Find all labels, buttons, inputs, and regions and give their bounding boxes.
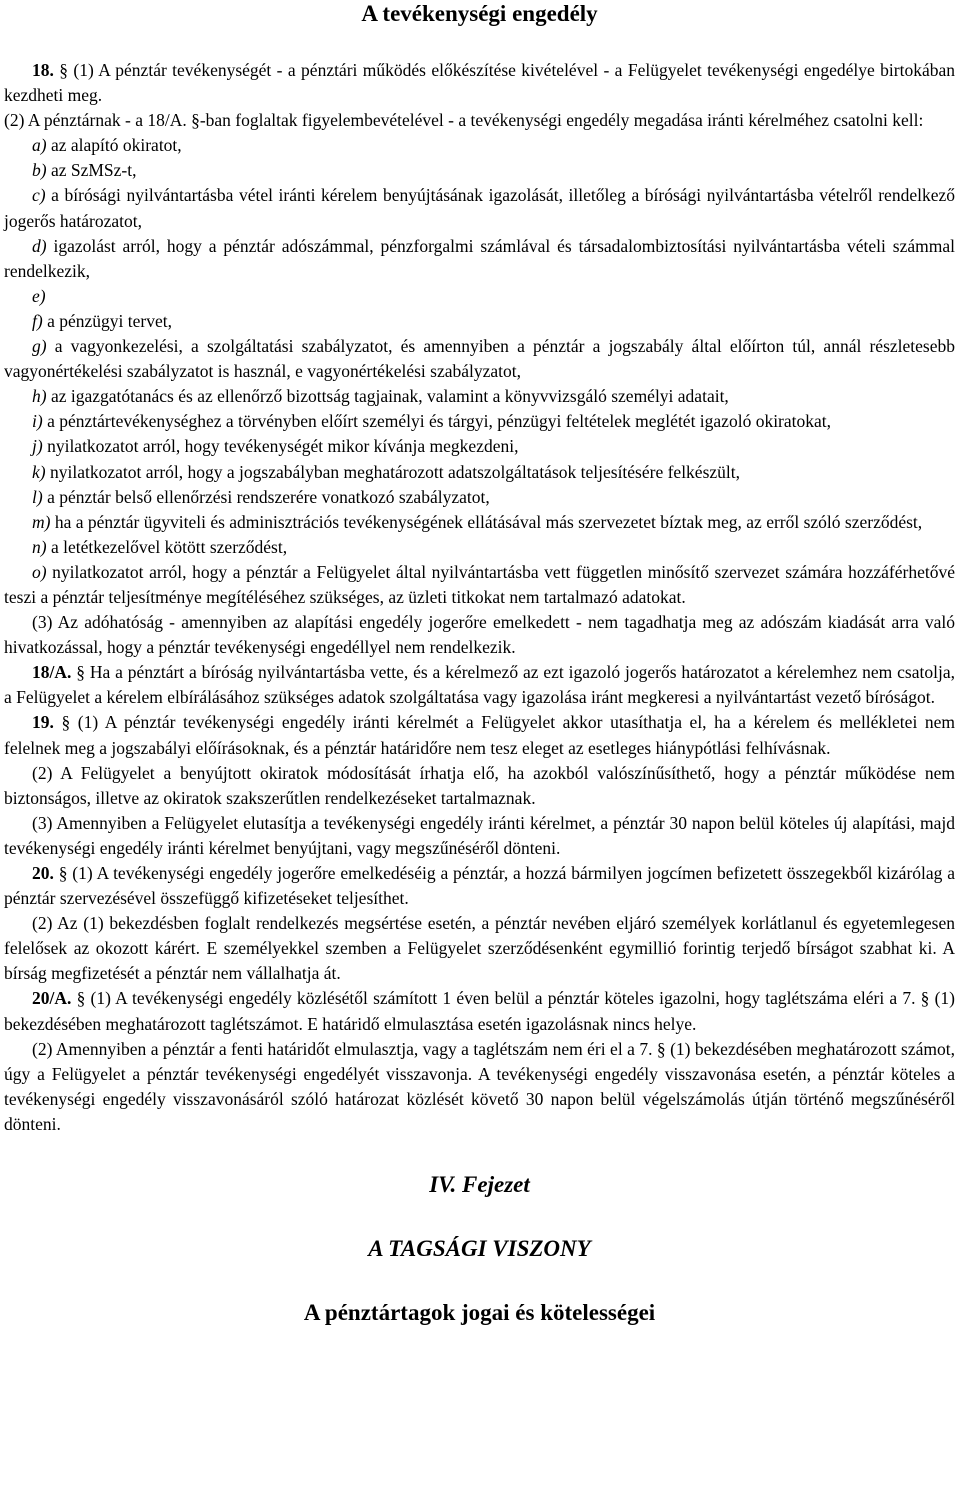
document-page [4, 0, 955, 1327]
section-18a-paragraph: 18/A. § Ha a pénztárt a bíróság nyilvántartásba vette, és a kérelmező az ezt igazoló jogerős határozatot a kérelemhez nem csatolja, a Felügyelet a kérelem elbírálásához szükséges adatok szolgáltatása vagy igazolása iránt megkeresi a nyilvántartást vezető bíróságot. [4, 662, 955, 708]
list-item: j) nyilatkozatot arról, hogy tevékenységét mikor kívánja megkezdeni, [32, 436, 519, 457]
section-18-paragraph-2: (2) A pénztárnak - a 18/A. §-ban foglaltak figyelembevételével - a tevékenységi engedély megadása iránti kérelméhez csatolni kell: [4, 110, 924, 131]
section-20a-paragraph-1: 20/A. § (1) A tevékenységi engedély közlésétől számított 1 éven belül a pénztár köteles igazolni, hogy taglétszáma eléri a 7. § (1) bekezdésében meghatározott taglétszámot. E határidő elmulasztása esetén igazolásnak nincs helye. [4, 988, 955, 1034]
section-18-paragraph-3: (3) Az adóhatóság - amennyiben az alapítási engedély jogerőre emelkedett - nem tagadhatja meg az adószám kiadását arra való hivatkozással, hogy a pénztár tevékenységi engedéllyel nem rendelkezik. [4, 612, 955, 658]
section-19-paragraph-3: (3) Amennyiben a Felügyelet elutasítja a tevékenységi engedély iránti kérelmet, a pénztár 30 napon belül köteles új alapítási, majd tevékenységi engedély iránti kérelmet benyújtani, vagy megszűnéséről dönteni. [4, 812, 955, 858]
section-number: 18. [32, 60, 54, 80]
list-item: k) nyilatkozatot arról, hogy a jogszabályban meghatározott adatszolgáltatások teljesítésére felkészült, [32, 461, 741, 482]
list-item: f) a pénzügyi tervet, [32, 310, 172, 331]
section-18-paragraph-1: 18. § (1) A pénztár tevékenységét - a pénztári működés előkészítése kivételével - a Felügyelet tevékenységi engedélye birtokában kezdheti meg. [4, 60, 955, 106]
list-item: o) nyilatkozatot arról, hogy a pénztár a Felügyelet által nyilvántartásba vett független minősítő szervezet számára hozzáférhetővé teszi a pénztár teljesítménye megítéléséhez szükséges, az üzleti titkokat nem tartalmazó adatokat. [4, 561, 955, 607]
section-19-paragraph-1: 19. § (1) A pénztár tevékenységi engedély iránti kérelmét a Felügyelet akkor utasíthatja el, ha a kérelem és mellékletei nem felelnek meg a jogszabályi előírásoknak, és a pénztár határidőre nem tesz eleget az esetleges hiánypótlási felhívásnak. [4, 712, 955, 758]
section-number: 20. [32, 863, 54, 883]
section-number: 20/A. [32, 988, 72, 1009]
section-20a-paragraph-2: (2) Amennyiben a pénztár a fenti határidőt elmulasztja, vagy a taglétszám nem éri el a 7. § (1) bekezdésében meghatározott számot, úgy a Felügyelet a pénztár tevékenységi engedélyét visszavonja. A tevékenységi engedély visszavonása esetén, a pénztár köteles a tevékenységi engedély visszavonásáról szóló határozat közlését követő 30 napon belül végelszámolás útján történő megszűnéséről dönteni. [4, 1038, 955, 1134]
list-item: g) a vagyonkezelési, a szolgáltatási szabályzatot, és amennyiben a pénztár a jogszabály által előírton túl, annál részletesebb vagyonértékelési szabályzatot is használ, e vagyonértékelési szabályzatot, [4, 336, 955, 382]
section-19-paragraph-2: (2) A Felügyelet a benyújtott okiratok módosítását írhatja elő, ha azokból valószínűsíthető, hogy a pénztár működése nem biztonságos, illetve az okiratok szakszerűtlen rendelkezéseket tartalmaznak. [4, 762, 955, 808]
list-item: n) a letétkezelővel kötött szerződést, [32, 536, 288, 557]
list-item: l) a pénztár belső ellenőrzési rendszerére vonatkozó szabályzatot, [32, 486, 490, 507]
list-item: h) az igazgatótanács és az ellenőrző bizottság tagjainak, valamint a könyvvizsgáló személyi adatait, [32, 386, 729, 407]
list-item: d) igazolást arról, hogy a pénztár adószámmal, pénzforgalmi számlával és társadalombiztosítási nyilvántartásba vételi számmal rendelkezik, [4, 235, 955, 281]
list-item: i) a pénztártevékenységhez a törvényben előírt személyi és tárgyi, pénzügyi feltételek meglétét igazoló okiratokat, [32, 411, 832, 432]
section-heading: A pénztártagok jogai és kötelességei [303, 1300, 656, 1326]
section-number: 19. [32, 712, 54, 733]
chapter-heading: IV. Fejezet [429, 1172, 530, 1198]
attachment-list [4, 133, 955, 610]
section-20-paragraph-2: (2) Az (1) bekezdésben foglalt rendelkezés megsértése esetén, a pénztár nevében eljáró személyek korlátlanul és egyetemlegesen felelősek az okozott kárért. E személyekkel szemben a Felügyelet szerződésenként egymillió forintig terjedő bírságot szabhat ki. A bírság megfizetését a pénztár nem vállalhatja át. [4, 913, 955, 984]
section-number: 18/A. [32, 662, 72, 683]
list-item: e) [32, 285, 46, 306]
list-item: b) az SzMSz-t, [32, 160, 137, 181]
list-item: m) ha a pénztár ügyviteli és adminisztrációs tevékenységének ellátásával más szervezetet bíztak meg, az erről szóló szerződést, [32, 511, 923, 532]
list-item: c) a bírósági nyilvántartásba vétel iránti kérelem benyújtásának igazolását, illetőleg a bírósági nyilvántartásba vételről rendelkező jogerős határozatot, [4, 185, 955, 231]
list-item: a) az alapító okiratot, [32, 135, 182, 156]
chapter-title: A TAGSÁGI VISZONY [368, 1236, 591, 1262]
page-title: A tevékenységi engedély [361, 1, 598, 26]
section-20-paragraph-1: 20. § (1) A tevékenységi engedély jogerőre emelkedéséig a pénztár, a hozzá bármilyen jogcímen befizetett összegekből kizárólag a pénztár szervezésével összefüggő kifizetéseket teljesíthet. [4, 863, 956, 909]
